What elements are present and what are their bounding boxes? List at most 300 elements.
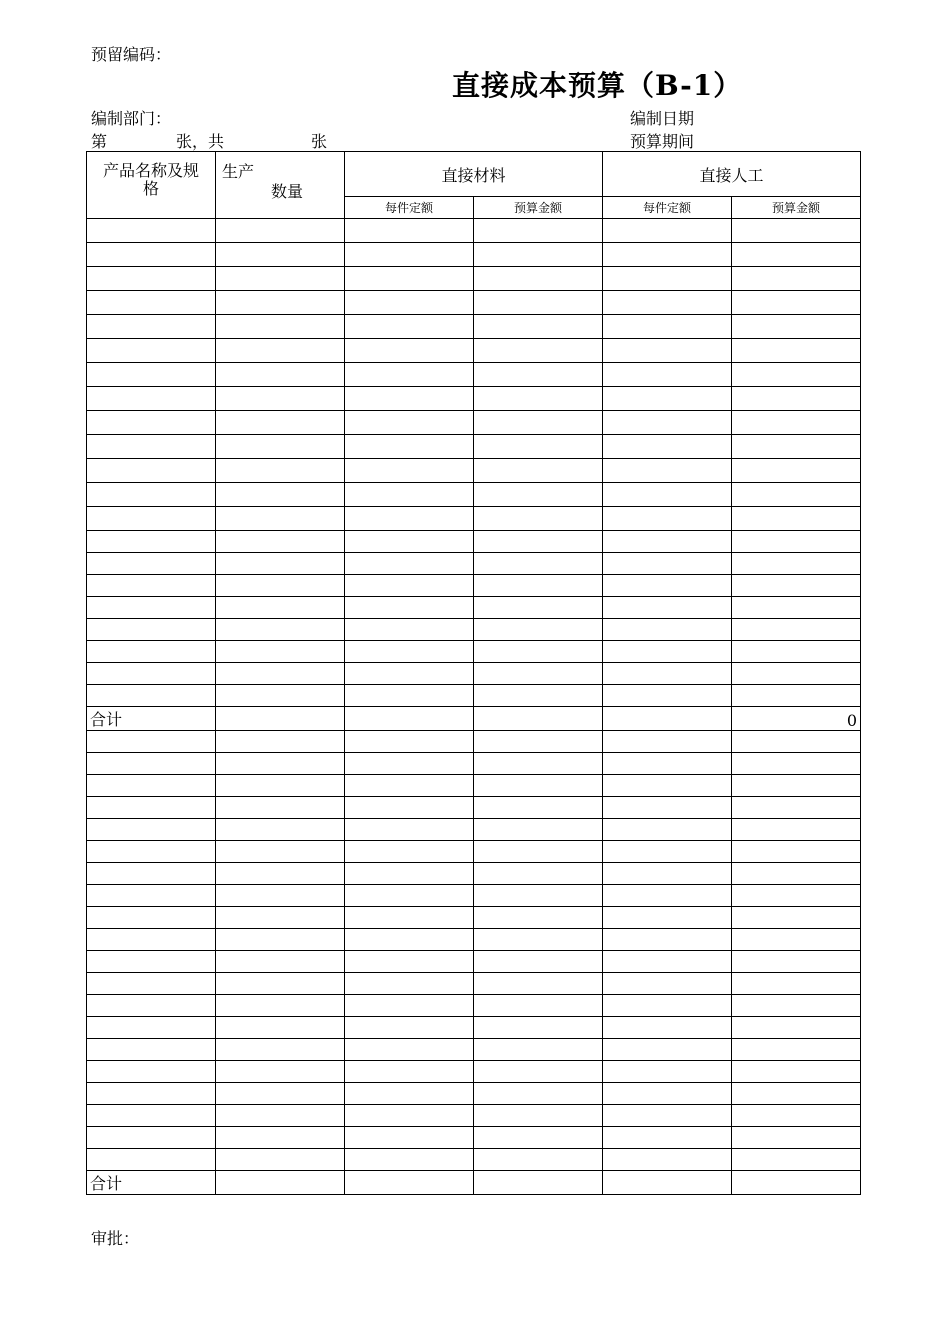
table-cell[interactable]: [603, 907, 732, 929]
table-cell[interactable]: [87, 315, 216, 339]
table-cell[interactable]: [216, 553, 345, 575]
table-row: [87, 483, 861, 507]
table-cell[interactable]: [603, 1061, 732, 1083]
table-row: [87, 753, 861, 775]
table-cell[interactable]: [345, 951, 474, 973]
table-cell[interactable]: [87, 387, 216, 411]
table-cell[interactable]: [216, 459, 345, 483]
table-cell[interactable]: [732, 1039, 861, 1061]
dept-label: 编制部门：: [91, 109, 172, 128]
table-cell[interactable]: [87, 1039, 216, 1061]
table-cell[interactable]: [474, 597, 603, 619]
table-cell[interactable]: [87, 885, 216, 907]
table-cell[interactable]: [345, 1083, 474, 1105]
table-cell[interactable]: [345, 411, 474, 435]
table-row: [87, 315, 861, 339]
table-cell[interactable]: [732, 753, 861, 775]
table-cell[interactable]: [87, 951, 216, 973]
table-cell[interactable]: [345, 219, 474, 243]
table-cell[interactable]: [732, 663, 861, 685]
table-cell[interactable]: [474, 387, 603, 411]
table-cell[interactable]: [603, 597, 732, 619]
table-cell[interactable]: [474, 219, 603, 243]
table-cell[interactable]: [345, 553, 474, 575]
table-cell[interactable]: [345, 243, 474, 267]
table-cell[interactable]: [603, 339, 732, 363]
total-label: 合计: [87, 707, 216, 731]
sheet-mid: 张，共: [176, 132, 225, 151]
table-cell[interactable]: [474, 885, 603, 907]
table-cell[interactable]: [87, 685, 216, 707]
table-cell[interactable]: [216, 797, 345, 819]
table-cell[interactable]: [732, 885, 861, 907]
table-cell[interactable]: [603, 797, 732, 819]
table-cell[interactable]: [345, 531, 474, 553]
table-cell[interactable]: [216, 291, 345, 315]
table-cell[interactable]: [603, 1127, 732, 1149]
table-cell[interactable]: [603, 459, 732, 483]
table-cell[interactable]: [603, 435, 732, 459]
table-cell[interactable]: [732, 619, 861, 641]
table-cell[interactable]: [345, 641, 474, 663]
table-cell[interactable]: [474, 995, 603, 1017]
table-cell[interactable]: [603, 929, 732, 951]
table-cell[interactable]: [474, 483, 603, 507]
table-cell[interactable]: [345, 575, 474, 597]
table-cell[interactable]: [732, 929, 861, 951]
table-cell[interactable]: [216, 1083, 345, 1105]
table-row: [87, 731, 861, 753]
table-cell[interactable]: [345, 995, 474, 1017]
table-cell[interactable]: [345, 841, 474, 863]
table-cell[interactable]: [603, 685, 732, 707]
table-row: [87, 459, 861, 483]
table-row: [87, 1083, 861, 1105]
table-cell[interactable]: [732, 775, 861, 797]
table-row: [87, 219, 861, 243]
table-cell[interactable]: [345, 387, 474, 411]
table-cell[interactable]: [474, 291, 603, 315]
table-cell[interactable]: [603, 663, 732, 685]
table-cell[interactable]: [603, 411, 732, 435]
table-cell[interactable]: [87, 243, 216, 267]
table-cell[interactable]: [345, 597, 474, 619]
table-cell[interactable]: [345, 483, 474, 507]
table-row: [87, 553, 861, 575]
table-cell[interactable]: [732, 819, 861, 841]
table-row: [87, 885, 861, 907]
table-cell[interactable]: [216, 597, 345, 619]
table-cell[interactable]: [732, 531, 861, 553]
table-row: [87, 819, 861, 841]
table-cell[interactable]: [474, 863, 603, 885]
table-cell[interactable]: [87, 663, 216, 685]
table-cell[interactable]: [216, 1061, 345, 1083]
table-row: [87, 363, 861, 387]
table-row: [87, 1105, 861, 1127]
table-cell[interactable]: [345, 775, 474, 797]
table-cell[interactable]: [474, 775, 603, 797]
table-cell[interactable]: [345, 753, 474, 775]
table-cell[interactable]: [474, 243, 603, 267]
table-cell[interactable]: [603, 951, 732, 973]
table-cell[interactable]: [345, 339, 474, 363]
table-row: [87, 507, 861, 531]
table-cell[interactable]: [474, 459, 603, 483]
table-cell[interactable]: [216, 1127, 345, 1149]
table-row: [87, 973, 861, 995]
table-cell[interactable]: [216, 863, 345, 885]
table-cell[interactable]: [345, 663, 474, 685]
table-cell[interactable]: [603, 841, 732, 863]
table-cell[interactable]: [732, 841, 861, 863]
table-cell[interactable]: [603, 641, 732, 663]
table-cell[interactable]: [216, 387, 345, 411]
table-row: [87, 775, 861, 797]
table-cell[interactable]: [87, 641, 216, 663]
table-cell[interactable]: [216, 841, 345, 863]
table-cell[interactable]: [474, 619, 603, 641]
table-cell[interactable]: [345, 819, 474, 841]
table-cell[interactable]: [345, 1149, 474, 1171]
table-cell[interactable]: [732, 315, 861, 339]
table-cell[interactable]: [216, 685, 345, 707]
table-cell: [345, 1171, 474, 1195]
table-cell[interactable]: [345, 907, 474, 929]
table-cell[interactable]: [87, 841, 216, 863]
table-cell[interactable]: [474, 731, 603, 753]
table-cell[interactable]: [474, 753, 603, 775]
period-label: 预算期间: [630, 132, 695, 151]
table-cell[interactable]: [732, 553, 861, 575]
table-cell[interactable]: [474, 531, 603, 553]
table-cell[interactable]: [474, 553, 603, 575]
table-cell[interactable]: [474, 797, 603, 819]
table-cell[interactable]: [603, 973, 732, 995]
table-cell[interactable]: [732, 1105, 861, 1127]
table-cell[interactable]: [87, 995, 216, 1017]
table-cell[interactable]: [732, 363, 861, 387]
table-cell[interactable]: [474, 267, 603, 291]
table-cell[interactable]: [87, 291, 216, 315]
table-cell[interactable]: [474, 1149, 603, 1171]
table-cell[interactable]: [603, 619, 732, 641]
col-labor-header: 直接人工: [603, 152, 861, 197]
table-cell[interactable]: [474, 663, 603, 685]
table-cell[interactable]: [474, 1105, 603, 1127]
table-cell[interactable]: [732, 291, 861, 315]
table-cell[interactable]: [474, 685, 603, 707]
table-cell[interactable]: [474, 1039, 603, 1061]
table-cell[interactable]: [603, 885, 732, 907]
approve-label: 审批：: [91, 1229, 140, 1248]
table-cell[interactable]: [345, 885, 474, 907]
table-cell[interactable]: [603, 387, 732, 411]
table-cell[interactable]: [216, 995, 345, 1017]
table-cell[interactable]: [732, 1149, 861, 1171]
table-cell[interactable]: [474, 907, 603, 929]
sheet-prefix: 第: [91, 132, 108, 151]
table-cell[interactable]: [732, 435, 861, 459]
table-cell[interactable]: [87, 775, 216, 797]
table-row: [87, 907, 861, 929]
table-cell[interactable]: [216, 1039, 345, 1061]
table-cell[interactable]: [732, 973, 861, 995]
table-cell[interactable]: [87, 363, 216, 387]
table-cell[interactable]: [216, 575, 345, 597]
table-cell[interactable]: [216, 483, 345, 507]
table-cell[interactable]: [474, 641, 603, 663]
table-cell[interactable]: [345, 797, 474, 819]
table-row: [87, 339, 861, 363]
table-cell[interactable]: [216, 1017, 345, 1039]
table-cell[interactable]: [87, 267, 216, 291]
table-cell[interactable]: [87, 575, 216, 597]
table-row: [87, 387, 861, 411]
table-cell[interactable]: [603, 1083, 732, 1105]
table-cell[interactable]: [345, 459, 474, 483]
table-cell[interactable]: [474, 951, 603, 973]
table-cell[interactable]: [732, 459, 861, 483]
table-cell[interactable]: [732, 1017, 861, 1039]
table-cell[interactable]: [216, 315, 345, 339]
table-cell[interactable]: [216, 1149, 345, 1171]
table-cell[interactable]: [474, 1017, 603, 1039]
total-value: 0: [732, 707, 861, 731]
table-cell[interactable]: [345, 619, 474, 641]
table-cell[interactable]: [345, 507, 474, 531]
table-row: [87, 1017, 861, 1039]
table-cell[interactable]: [603, 775, 732, 797]
table-cell[interactable]: [732, 731, 861, 753]
table-cell[interactable]: [603, 863, 732, 885]
table-cell[interactable]: [732, 907, 861, 929]
table-row: [87, 575, 861, 597]
table-cell[interactable]: [87, 753, 216, 775]
table-row: [87, 291, 861, 315]
table-cell[interactable]: [732, 339, 861, 363]
table-cell[interactable]: [474, 819, 603, 841]
table-row: [87, 863, 861, 885]
table-cell[interactable]: [474, 339, 603, 363]
table-cell[interactable]: [87, 1083, 216, 1105]
table-cell[interactable]: [603, 507, 732, 531]
table-cell[interactable]: [87, 411, 216, 435]
table-cell[interactable]: [474, 315, 603, 339]
sheet-suffix: 张: [311, 132, 328, 151]
table-cell[interactable]: [732, 411, 861, 435]
table-cell[interactable]: [603, 267, 732, 291]
table-cell[interactable]: [474, 973, 603, 995]
table-cell[interactable]: [603, 819, 732, 841]
table-cell[interactable]: [732, 641, 861, 663]
table-cell[interactable]: [732, 1127, 861, 1149]
table-cell[interactable]: [732, 995, 861, 1017]
table-cell[interactable]: [603, 1149, 732, 1171]
table-cell[interactable]: [216, 619, 345, 641]
table-cell[interactable]: [345, 929, 474, 951]
table-cell[interactable]: [603, 1017, 732, 1039]
table-cell[interactable]: [732, 1061, 861, 1083]
table-cell[interactable]: [216, 663, 345, 685]
table-cell[interactable]: [87, 483, 216, 507]
table-cell[interactable]: [474, 1061, 603, 1083]
col-qty-header: 生产 数量: [216, 152, 345, 219]
table-cell[interactable]: [87, 507, 216, 531]
table-cell[interactable]: [603, 1039, 732, 1061]
table-cell: [216, 707, 345, 731]
table-cell[interactable]: [603, 995, 732, 1017]
table-cell[interactable]: [87, 1061, 216, 1083]
table-cell[interactable]: [216, 731, 345, 753]
table-cell[interactable]: [87, 863, 216, 885]
total-row: [87, 1171, 861, 1195]
table-cell[interactable]: [87, 553, 216, 575]
table-row: [87, 1061, 861, 1083]
table-cell[interactable]: [216, 753, 345, 775]
table-cell[interactable]: [216, 973, 345, 995]
table-cell[interactable]: [345, 1127, 474, 1149]
labor-per-quota: 每件定额: [603, 197, 732, 219]
table-cell[interactable]: [603, 531, 732, 553]
table-cell[interactable]: [216, 907, 345, 929]
labor-budget-amount: 预算金额: [732, 197, 861, 219]
table-cell[interactable]: [87, 1149, 216, 1171]
table-cell[interactable]: [732, 797, 861, 819]
table-cell[interactable]: [87, 907, 216, 929]
table-cell[interactable]: [216, 507, 345, 531]
table-cell[interactable]: [345, 1039, 474, 1061]
table-row: [87, 995, 861, 1017]
table-cell[interactable]: [87, 973, 216, 995]
table-row: [87, 797, 861, 819]
table-cell[interactable]: [87, 619, 216, 641]
table-cell[interactable]: [216, 435, 345, 459]
table-cell[interactable]: [87, 731, 216, 753]
table-cell[interactable]: [345, 731, 474, 753]
table-cell[interactable]: [732, 597, 861, 619]
table-cell: [216, 1171, 345, 1195]
table-cell[interactable]: [87, 819, 216, 841]
table-cell[interactable]: [87, 531, 216, 553]
table-cell: [345, 707, 474, 731]
table-cell[interactable]: [603, 575, 732, 597]
table-cell[interactable]: [216, 641, 345, 663]
table-cell[interactable]: [603, 753, 732, 775]
table-cell[interactable]: [732, 863, 861, 885]
table-cell[interactable]: [732, 507, 861, 531]
table-row: [87, 929, 861, 951]
table-cell[interactable]: [474, 1127, 603, 1149]
table-cell[interactable]: [216, 363, 345, 387]
table-cell[interactable]: [345, 1017, 474, 1039]
table-cell: [474, 707, 603, 731]
table-cell[interactable]: [345, 315, 474, 339]
material-per-quota: 每件定额: [345, 197, 474, 219]
table-cell[interactable]: [732, 685, 861, 707]
table-cell[interactable]: [87, 459, 216, 483]
table-cell[interactable]: [87, 597, 216, 619]
table-cell[interactable]: [87, 1105, 216, 1127]
total-row: [87, 707, 861, 731]
table-cell[interactable]: [603, 1105, 732, 1127]
table-cell[interactable]: [732, 219, 861, 243]
table-cell[interactable]: [603, 291, 732, 315]
table-cell[interactable]: [345, 1061, 474, 1083]
table-cell[interactable]: [216, 1105, 345, 1127]
table-cell[interactable]: [732, 1083, 861, 1105]
table-cell[interactable]: [732, 575, 861, 597]
table-cell[interactable]: [345, 863, 474, 885]
table-cell[interactable]: [87, 219, 216, 243]
table-cell[interactable]: [603, 731, 732, 753]
table-cell[interactable]: [474, 435, 603, 459]
table-cell[interactable]: [87, 797, 216, 819]
table-cell[interactable]: [732, 951, 861, 973]
table-cell[interactable]: [216, 819, 345, 841]
table-cell[interactable]: [87, 339, 216, 363]
table-cell[interactable]: [216, 219, 345, 243]
table-cell[interactable]: [87, 435, 216, 459]
table-cell[interactable]: [603, 483, 732, 507]
table-cell[interactable]: [474, 841, 603, 863]
table-cell[interactable]: [732, 483, 861, 507]
table-cell[interactable]: [474, 507, 603, 531]
table-cell: [474, 1171, 603, 1195]
table-cell[interactable]: [603, 363, 732, 387]
table-cell[interactable]: [732, 387, 861, 411]
table-cell[interactable]: [216, 267, 345, 291]
table-cell[interactable]: [216, 339, 345, 363]
table-cell[interactable]: [474, 575, 603, 597]
table-cell[interactable]: [216, 531, 345, 553]
table-row: [87, 435, 861, 459]
table-cell[interactable]: [474, 363, 603, 387]
table-cell[interactable]: [345, 1105, 474, 1127]
table-row: [87, 243, 861, 267]
table-cell[interactable]: [345, 267, 474, 291]
table-cell[interactable]: [603, 553, 732, 575]
table-cell[interactable]: [603, 219, 732, 243]
table-cell[interactable]: [87, 1127, 216, 1149]
table-row: [87, 411, 861, 435]
table-cell[interactable]: [345, 435, 474, 459]
table-row: [87, 267, 861, 291]
table-cell[interactable]: [732, 267, 861, 291]
table-cell[interactable]: [216, 411, 345, 435]
table-cell[interactable]: [603, 243, 732, 267]
total-label: 合计: [87, 1171, 216, 1195]
table-cell[interactable]: [87, 1017, 216, 1039]
table-cell[interactable]: [216, 951, 345, 973]
table-cell[interactable]: [345, 363, 474, 387]
table-cell[interactable]: [474, 929, 603, 951]
table-cell[interactable]: [732, 243, 861, 267]
table-cell[interactable]: [345, 291, 474, 315]
table-cell[interactable]: [216, 243, 345, 267]
table-cell: [603, 707, 732, 731]
table-cell[interactable]: [216, 929, 345, 951]
table-cell[interactable]: [216, 885, 345, 907]
table-cell[interactable]: [87, 929, 216, 951]
table-cell[interactable]: [603, 315, 732, 339]
table-cell[interactable]: [474, 411, 603, 435]
table-row: [87, 1039, 861, 1061]
table-cell[interactable]: [216, 775, 345, 797]
table-cell[interactable]: [474, 1083, 603, 1105]
table-cell[interactable]: [345, 973, 474, 995]
table-cell[interactable]: [345, 685, 474, 707]
